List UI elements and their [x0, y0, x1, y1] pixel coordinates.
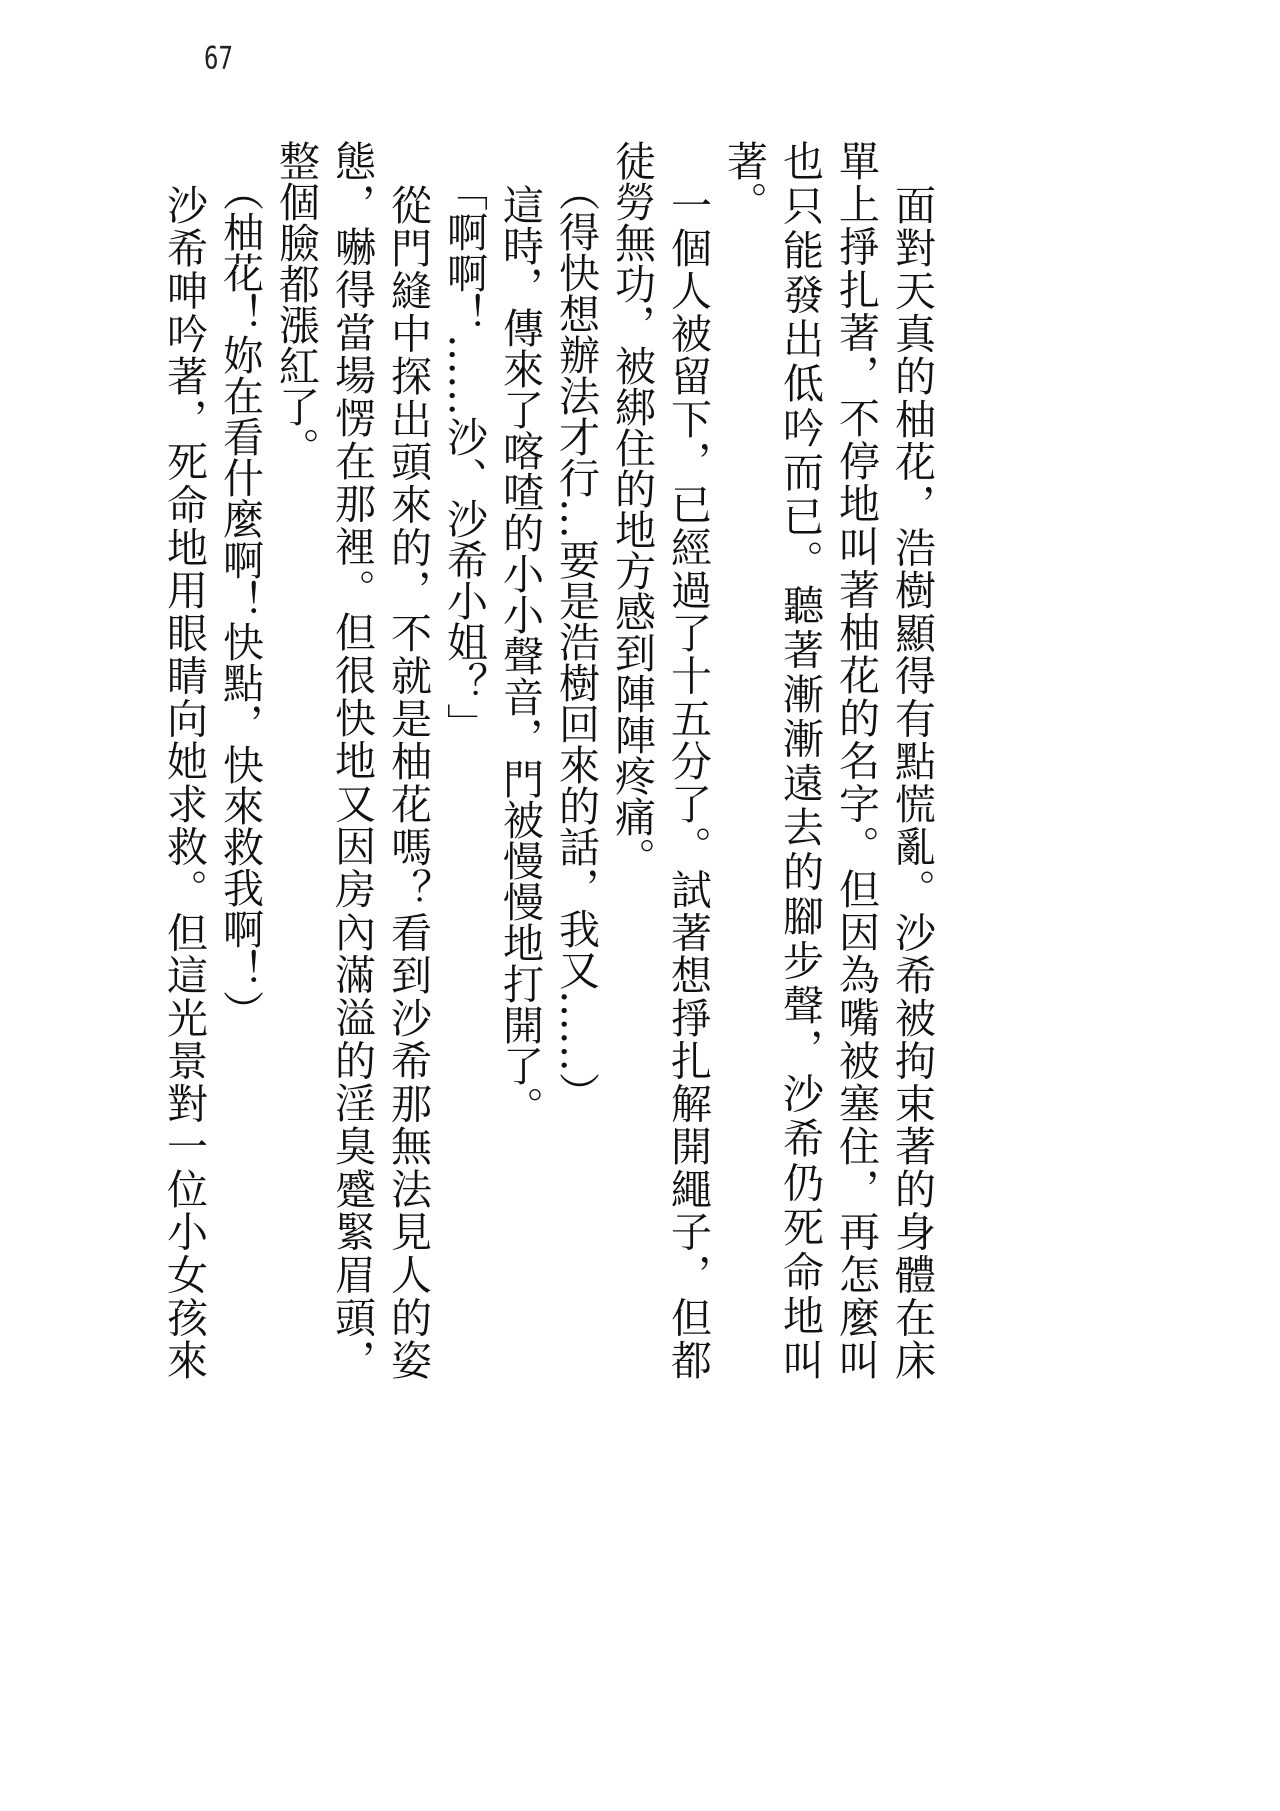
- text-column: 單上掙扎著，不停地叫著柚花的名字。但因為嘴被塞住，再怎麼叫: [832, 140, 880, 1380]
- text-column: 這時，傳來了喀喳的小小聲音，門被慢慢地打開了。: [496, 184, 544, 1127]
- text-column: 沙希呻吟著，死命地用眼睛向她求救。但這光景對一位小女孩來: [160, 184, 208, 1380]
- text-column: 也只能發出低吟而已。聽著漸漸遠去的腳步聲，沙希仍死命地叫: [776, 140, 824, 1380]
- text-column: 一個人被留下，已經過了十五分了。試著想掙扎解開繩子，但都: [664, 184, 712, 1380]
- text-column: 態，嚇得當場愣在那裡。但很快地又因房內滿溢的淫臭蹙緊眉頭，: [328, 140, 376, 1380]
- body-text: [140, 140, 940, 1380]
- text-column: 從門縫中探出頭來的，不就是柚花嗎？看到沙希那無法見人的姿: [384, 184, 432, 1380]
- page-number: 67: [204, 39, 233, 77]
- text-column: 面對天真的柚花，浩樹顯得有點慌亂。沙希被拘束著的身體在床: [888, 184, 936, 1380]
- text-column: 整個臉都漲紅了。: [272, 140, 320, 468]
- text-column: 「啊啊！……沙、沙希小姐？」: [440, 170, 488, 744]
- text-column: 徒勞無功，被綁住的地方感到陣陣疼痛。: [608, 140, 656, 878]
- text-column: （柚花！妳在看什麼啊！快點，快來救我啊！）: [216, 170, 264, 1031]
- text-column: （得快想辦法才行…要是浩樹回來的話，我又……）: [552, 170, 600, 1113]
- text-column: 著。: [720, 140, 768, 222]
